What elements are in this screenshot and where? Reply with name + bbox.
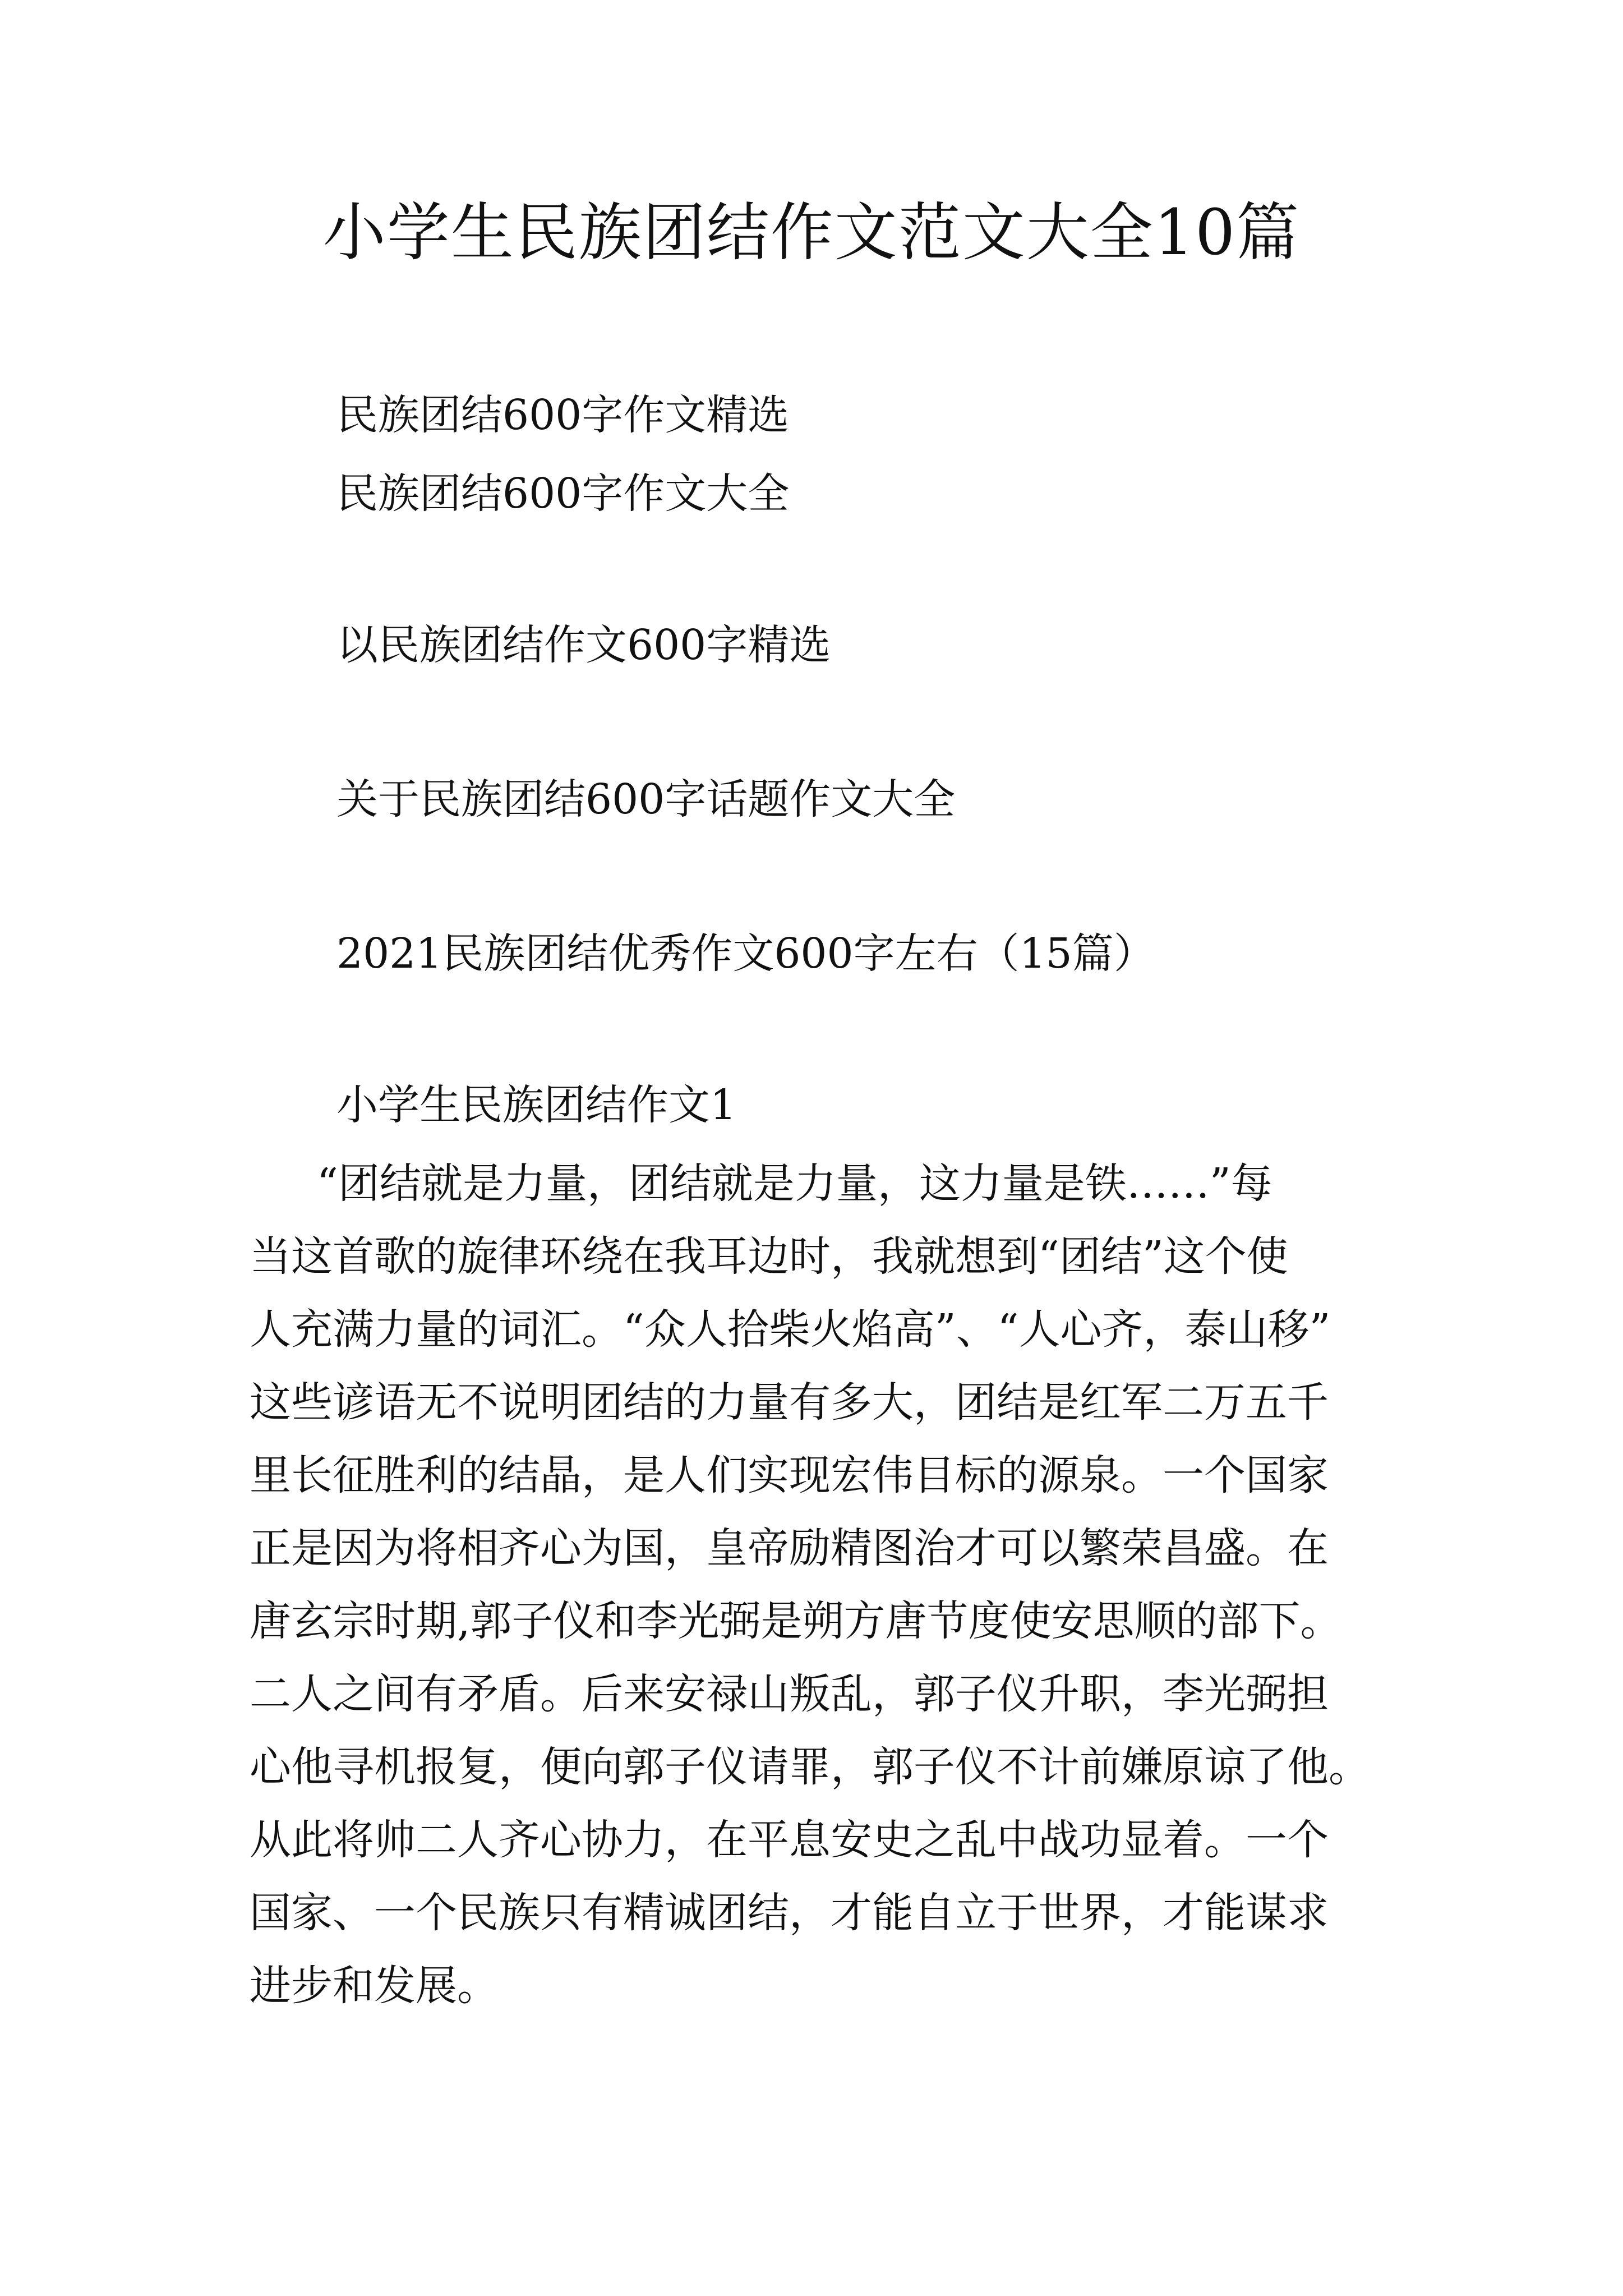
toc-item: 民族团结600字作文大全 <box>336 470 790 518</box>
body-text-line: 正是因为将相齐心为国，皇帝励精图治才可以繁荣昌盛。在 <box>250 1524 1329 1572</box>
body-text-line: 这些谚语无不说明团结的力量有多大，团结是红军二万五千 <box>250 1378 1329 1427</box>
body-text-line: 人充满力量的词汇。“众人拾柴火焰高”、“人心齐，泰山移” <box>250 1305 1331 1354</box>
document-title: 小学生民族团结作文范文大全10篇 <box>322 196 1301 269</box>
body-text-line: 里长征胜利的结晶，是人们实现宏伟目标的源泉。一个国家 <box>250 1451 1329 1499</box>
body-text-line: 唐玄宗时期,郭子仪和李光弼是朔方唐节度使安思顺的部下。 <box>250 1597 1342 1645</box>
body-text-line: 从此将帅二人齐心协力，在平息安史之乱中战功显着。一个 <box>250 1816 1329 1864</box>
body-text-line: 国家、一个民族只有精诚团结，才能自立于世界，才能谋求 <box>250 1889 1329 1937</box>
section-heading: 小学生民族团结作文1 <box>336 1081 737 1129</box>
toc-item: 以民族团结作文600字精选 <box>336 621 831 669</box>
toc-item: 民族团结600字作文精选 <box>336 391 790 439</box>
body-text-line: “团结就是力量，团结就是力量，这力量是铁……”每 <box>317 1159 1272 1208</box>
body-text-line: 二人之间有矛盾。后来安禄山叛乱，郭子仪升职，李光弼担 <box>250 1670 1329 1718</box>
body-text-line: 进步和发展。 <box>250 1962 499 2010</box>
toc-item: 2021民族团结优秀作文600字左右（15篇） <box>336 930 1155 978</box>
body-text-line: 当这首歌的旋律环绕在我耳边时，我就想到“团结”这个使 <box>250 1232 1288 1281</box>
body-text-line: 心他寻机报复，便向郭子仪请罪，郭子仪不计前嫌原谅了他。 <box>250 1743 1370 1791</box>
toc-item: 关于民族团结600字话题作文大全 <box>336 775 956 823</box>
